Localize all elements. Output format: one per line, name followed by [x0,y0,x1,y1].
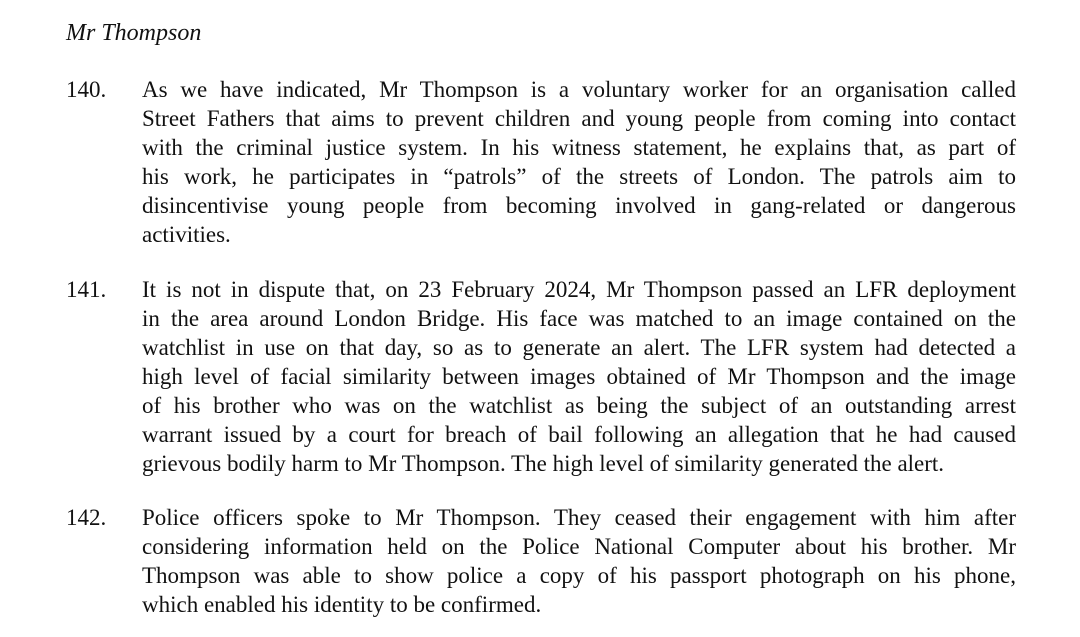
paragraph-line: Police officers spoke to Mr Thompson. They ceased their engagement with him after [142,505,1016,530]
paragraph-line: of his brother who was on the watchlist as being the subject of an outstanding arrest [142,393,1016,418]
paragraph-line: It is not in dispute that, on 23 February 2024, Mr Thompson passed an LFR deployment [142,277,1016,302]
paragraph-line: watchlist in use on that day, so as to generate an alert. The LFR system had detected a [142,335,1016,360]
paragraph-line: Street Fathers that aims to prevent children and young people from coming into contact [142,106,1016,131]
section-heading: Mr Thompson [66,20,202,46]
paragraph-line: high level of facial similarity between images obtained of Mr Thompson and the image [142,364,1016,389]
paragraph-line: As we have indicated, Mr Thompson is a voluntary worker for an organisation called [142,77,1016,102]
paragraph-line: with the criminal justice system. In his witness statement, he explains that, as part of [142,135,1016,160]
paragraph-line: disincentivise young people from becoming involved in gang-related or dangerous [142,193,1016,218]
paragraph-line: warrant issued by a court for breach of bail following an allegation that he had caused [142,422,1016,447]
paragraph-number: 142. [66,505,107,530]
paragraph-body [142,75,1016,249]
paragraph-line: grievous bodily harm to Mr Thompson. The high level of similarity generated the alert. [142,451,945,476]
paragraph-line: considering information held on the Police National Computer about his brother. Mr [142,534,1016,559]
paragraph-141 [66,275,1016,478]
paragraph-line: activities. [142,222,231,247]
paragraph-line: which enabled his identity to be confirmed. [142,592,542,617]
paragraph-body [142,275,1016,478]
paragraph-number: 141. [66,277,107,302]
paragraph-line: his work, he participates in “patrols” of the streets of London. The patrols aim to [142,164,1016,189]
paragraph-number: 140. [66,77,107,102]
paragraph-line: in the area around London Bridge. His face was matched to an image contained on the [142,306,1016,331]
paragraph-body [142,503,1016,619]
paragraph-140 [66,75,1016,249]
paragraph-line: Thompson was able to show police a copy of his passport photograph on his phone, [142,563,1016,588]
paragraph-142 [66,503,1016,619]
